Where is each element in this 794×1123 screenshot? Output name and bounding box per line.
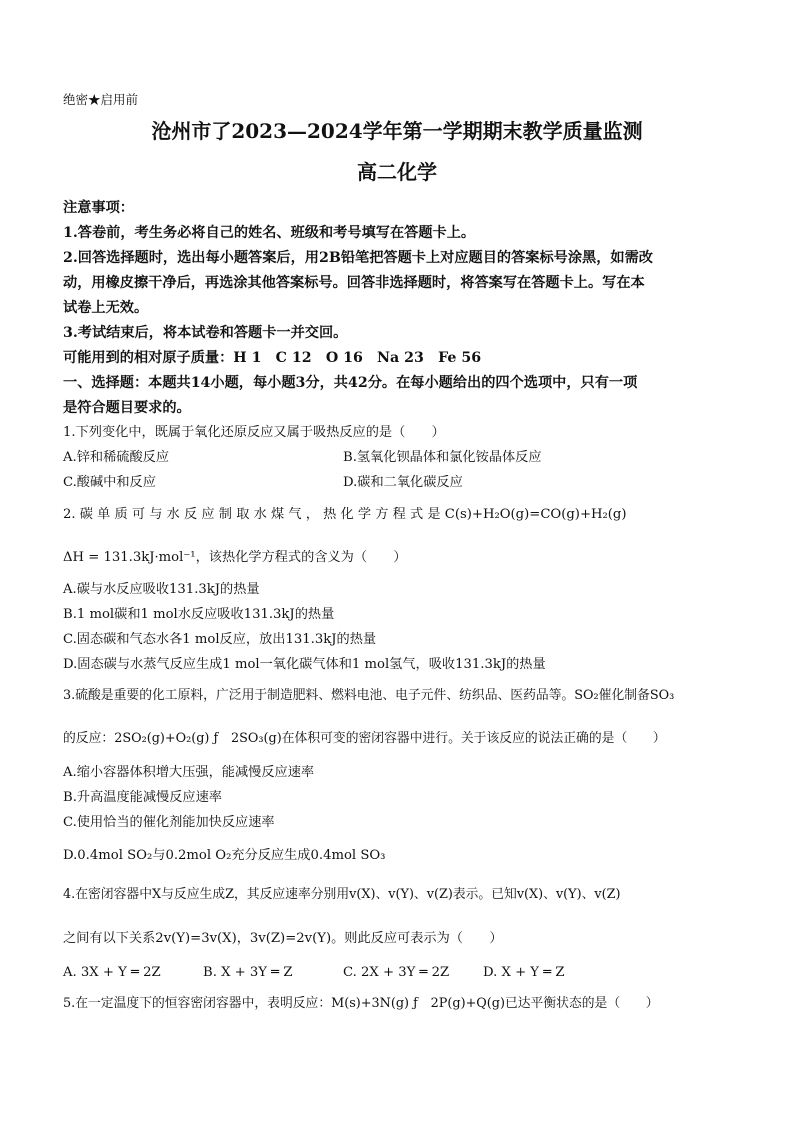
q2-option-b: B.1 mol碳和1 mol水反应吸收131.3kJ的热量 bbox=[63, 607, 335, 622]
section-heading-line-2: 是符合题目要求的。 bbox=[63, 400, 191, 416]
q1-option-c: C.酸碱中和反应 bbox=[63, 475, 156, 490]
q1-option-a: A.锌和稀硫酸反应 bbox=[63, 450, 170, 465]
q5-stem: 5.在一定温度下的恒容密闭容器中，表明反应：M(s)+3N(g) ƒ 2P(g)+Q(g)已达平衡状态的是（ ） bbox=[63, 996, 659, 1011]
q3-option-b: B.升高温度能减慢反应速率 bbox=[63, 790, 222, 805]
q4-stem-line-1: 4.在密闭容器中X与反应生成Z，其反应速率分别用v(X)、v(Y)、v(Z)表示。已知v(X)、v(Y)、v(Z) bbox=[63, 887, 621, 902]
q3-option-d: D.0.4mol SO₂与0.2mol O₂充分反应生成0.4mol SO₃ bbox=[63, 848, 386, 863]
q4-option-c: C. 2X + 3Y ═ 2Z bbox=[343, 965, 450, 980]
q3-stem-line-1: 3.硫酸是重要的化工原料，广泛用于制造肥料、燃料电池、电子元件、纺织品、医药品等。SO₂催化制备SO₃ bbox=[63, 688, 675, 703]
q1-stem: 1.下列变化中，既属于氧化还原反应又属于吸热反应的是（ ） bbox=[63, 425, 445, 440]
q4-option-d: D. X + Y ═ Z bbox=[483, 965, 565, 980]
q4-option-b: B. X + 3Y ═ Z bbox=[203, 965, 293, 980]
note-2-line-2: 动，用橡皮擦干净后，再选涂其他答案标号。回答非选择题时，将答案写在答题卡上。写在本 bbox=[63, 275, 645, 291]
note-1: 1.答卷前，考生务必将自己的姓名、班级和考号填写在答题卡上。 bbox=[63, 225, 476, 241]
q4-stem-line-2: 之间有以下关系2v(Y)=3v(X)，3v(Z)=2v(Y)。则此反应可表示为（ ） bbox=[63, 931, 503, 946]
atomic-mass-note: 可能用到的相对原子质量：H 1 C 12 O 16 Na 23 Fe 56 bbox=[63, 350, 482, 366]
q4-option-a: A. 3X + Y ═ 2Z bbox=[63, 965, 161, 980]
q1-option-d: D.碳和二氧化碳反应 bbox=[343, 475, 463, 490]
notes-heading: 注意事项： bbox=[63, 200, 134, 216]
q2-option-d: D.固态碳与水蒸气反应生成1 mol一氧化碳气体和1 mol氢气，吸收131.3kJ的热量 bbox=[63, 657, 546, 672]
exam-title: 沧州市了2023—2024学年第一学期期末教学质量监测 bbox=[151, 119, 643, 143]
note-3: 3.考试结束后，将本试卷和答题卡一并交回。 bbox=[63, 325, 348, 341]
subject-title: 高二化学 bbox=[357, 160, 437, 184]
secret-mark: 绝密★启用前 bbox=[63, 92, 139, 107]
section-heading-line-1: 一、选择题：本题共14小题，每小题3分，共42分。在每小题给出的四个选项中，只有一项 bbox=[63, 375, 638, 391]
q1-option-b: B.氢氧化钡晶体和氯化铵晶体反应 bbox=[343, 450, 542, 465]
q2-stem-line-2: ΔH = 131.3kJ·mol⁻¹，该热化学方程式的含义为（ ） bbox=[63, 550, 407, 565]
note-2-line-1: 2.回答选择题时，选出每小题答案后，用2B铅笔把答题卡上对应题目的答案标号涂黑，如需改 bbox=[63, 250, 653, 266]
q3-stem-line-2: 的反应：2SO₂(g)+O₂(g) ƒ 2SO₃(g)在体积可变的密闭容器中进行。关于该反应的说法正确的是（ ） bbox=[63, 731, 666, 746]
q2-option-c: C.固态碳和气态水各1 mol反应，放出131.3kJ的热量 bbox=[63, 632, 377, 647]
note-2-line-3: 试卷上无效。 bbox=[63, 300, 149, 316]
q2-option-a: A.碳与水反应吸收131.3kJ的热量 bbox=[63, 582, 260, 597]
q2-stem-line-1: 2. 碳 单 质 可 与 水 反 应 制 取 水 煤 气 ， 热 化 学 方 程 式 是 C(s)+H₂O(g)=CO(g)+H₂(g) bbox=[63, 507, 627, 522]
q3-option-a: A.缩小容器体积增大压强，能减慢反应速率 bbox=[63, 765, 315, 780]
q3-option-c: C.使用恰当的催化剂能加快反应速率 bbox=[63, 815, 275, 830]
